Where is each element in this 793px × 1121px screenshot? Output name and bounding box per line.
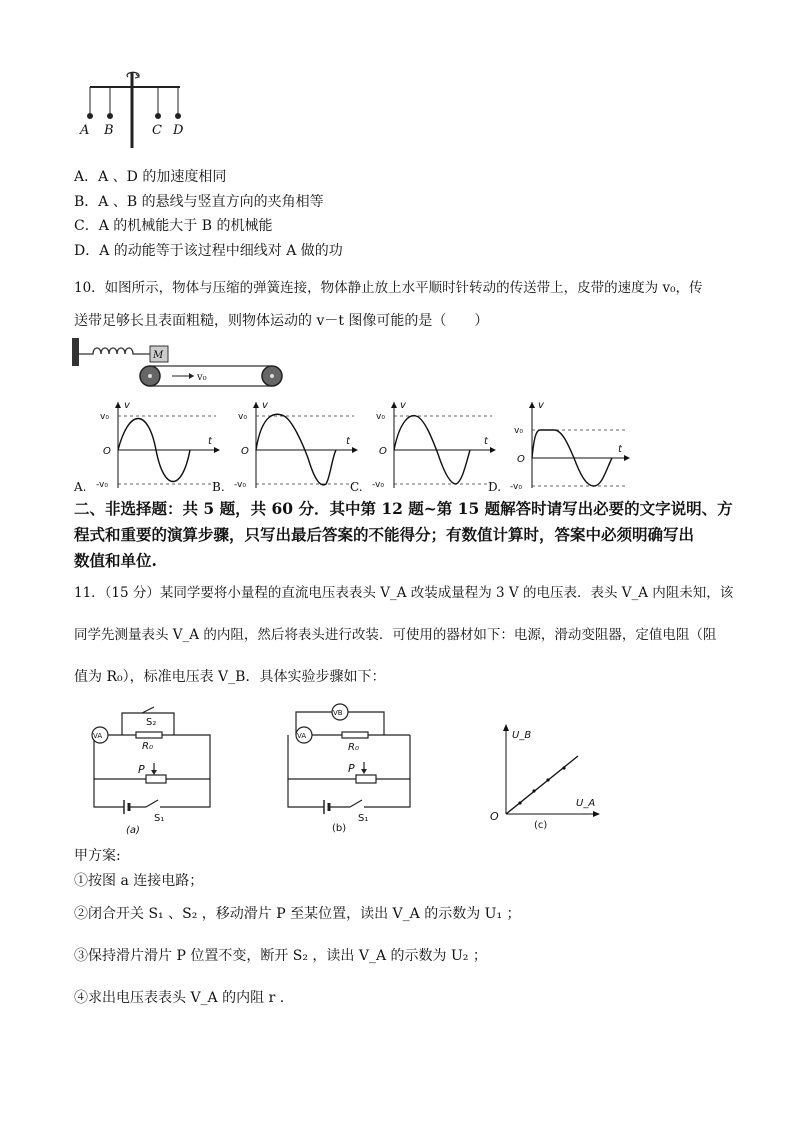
- axis-t: t: [346, 436, 350, 447]
- option-letter-d: D.: [488, 480, 502, 494]
- section2-line1: 二、非选择题：共 5 题，共 60 分．其中第 12 题~第 15 题解答时请写出必要的文字说明、方: [74, 499, 733, 518]
- q9-option-c: C．A 的机械能大于 B 的机械能: [74, 218, 273, 234]
- slider-p-label: P: [348, 762, 355, 775]
- origin-label: O: [490, 810, 499, 823]
- q11-stem-line3: 值为 R₀），标准电压表 V_B．具体实验步骤如下：: [74, 669, 386, 685]
- axis-t: t: [208, 436, 212, 447]
- circuit-a: [74, 707, 219, 837]
- axis-v: v: [262, 400, 268, 411]
- v0-tick: v₀: [514, 426, 523, 436]
- vt-graph-c: [350, 398, 500, 493]
- q10-stem-line2: 送带足够长且表面粗糙，则物体运动的 v－t 图像可能的是（ ）: [74, 313, 489, 329]
- ball-label-c: C: [152, 123, 162, 138]
- ball-label-b: B: [104, 123, 114, 138]
- neg-v0-tick: -v₀: [372, 480, 384, 490]
- ball-label-d: D: [173, 123, 184, 138]
- conveyor-belt-figure: [72, 334, 292, 394]
- ball-label-a: A: [80, 123, 90, 138]
- circuit-b-caption: (b): [332, 823, 347, 834]
- q9-rotating-rod-figure: [70, 68, 200, 148]
- q9-option-d: D．A 的动能等于该过程中细线对 A 做的功: [74, 243, 343, 259]
- plan-step-3: ③保持滑片滑片 P 位置不变，断开 S₂ ，读出 V_A 的示数为 U₂ ；: [74, 948, 487, 964]
- plan-title: 甲方案:: [74, 848, 121, 864]
- origin: O: [103, 446, 111, 457]
- q9-option-b: B．A 、B 的悬线与竖直方向的夹角相等: [74, 194, 324, 210]
- vt-graph-a: [74, 398, 224, 493]
- axis-v: v: [400, 400, 406, 411]
- switch-s2-label: S₂: [146, 717, 157, 728]
- neg-v0-tick: -v₀: [510, 482, 522, 492]
- r0-label: R₀: [142, 741, 153, 752]
- vt-graph-b: [212, 398, 362, 493]
- neg-v0-tick: -v₀: [96, 480, 108, 490]
- q9-option-a: A．A 、D 的加速度相同: [74, 169, 227, 185]
- fit-line: [506, 756, 578, 814]
- v0-tick: v₀: [376, 412, 385, 422]
- section2-line2: 程式和重要的演算步骤，只写出最后答案的不能得分；有数值计算时，答案中必须明确写出: [74, 525, 695, 544]
- plan-step-4: ④求出电压表表头 V_A 的内阻 r .: [74, 990, 285, 1006]
- axis-v: v: [124, 400, 130, 411]
- origin: O: [241, 446, 249, 457]
- q10-stem-line1: 10．如图所示，物体与压缩的弹簧连接，物体静止放上水平顺时针转动的传送带上，皮带的速度为 v₀，传: [74, 280, 703, 296]
- meter-va: VA: [297, 732, 307, 740]
- v0-tick: v₀: [238, 412, 247, 422]
- vt-graph-d: [488, 398, 638, 493]
- ub-ua-graph: [486, 722, 606, 834]
- axis-v: v: [538, 400, 544, 411]
- origin: O: [517, 454, 525, 465]
- section2-line3: 数值和单位.: [74, 551, 157, 570]
- r0-label: R₀: [348, 742, 359, 753]
- circuit-b: [284, 700, 429, 837]
- option-letter-c: C.: [350, 480, 363, 494]
- circuit-a-caption: (a): [126, 825, 140, 836]
- q11-stem-line2: 同学先测量表头 V_A 的内阻，然后将表头进行改装．可使用的器材如下：电源，滑动变阻器，定值电阻（阻: [74, 627, 717, 643]
- axis-t: t: [484, 436, 488, 447]
- option-letter-a: A.: [74, 480, 87, 494]
- axis-t: t: [618, 444, 622, 455]
- plan-step-1: ①按图 a 连接电路；: [74, 873, 204, 889]
- v0-tick: v₀: [100, 412, 109, 422]
- option-letter-b: B.: [212, 480, 225, 494]
- neg-v0-tick: -v₀: [234, 480, 246, 490]
- graph-c-caption: (c): [534, 820, 548, 831]
- switch-s1-label: S₁: [154, 813, 165, 824]
- switch-s1-label: S₁: [358, 813, 369, 824]
- plan-step-2: ②闭合开关 S₁ 、S₂ ，移动滑片 P 至某位置，读出 V_A 的示数为 U₁ ；: [74, 906, 521, 922]
- meter-vb: VB: [333, 709, 343, 717]
- y-axis-label: U_B: [512, 730, 532, 741]
- block-m-label: M: [153, 350, 164, 361]
- x-axis-label: U_A: [576, 798, 596, 809]
- meter-va: VA: [93, 732, 103, 740]
- q11-stem-line1: 11．（15 分）某同学要将小量程的直流电压表表头 V_A 改装成量程为 3 V 的电压表．表头 V_A 内阻未知，该: [74, 585, 734, 601]
- belt-speed-label: v₀: [197, 372, 207, 383]
- origin: O: [379, 446, 387, 457]
- slider-p-label: P: [138, 763, 145, 776]
